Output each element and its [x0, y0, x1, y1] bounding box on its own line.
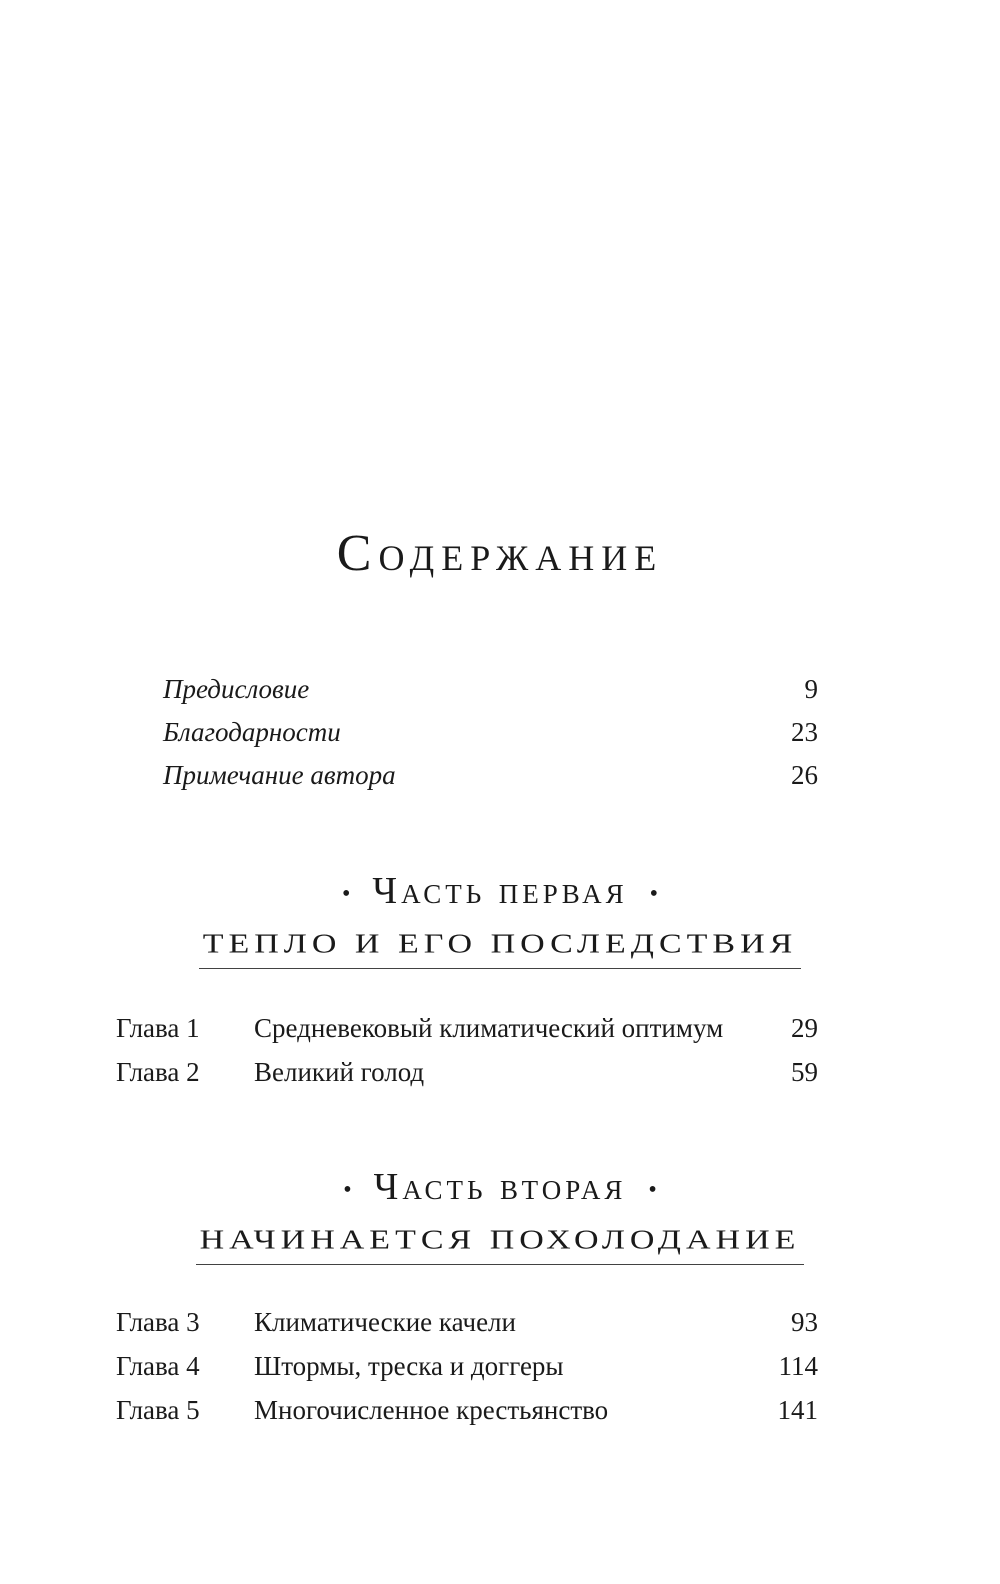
toc-entry-chapter-5[interactable]: [116, 1388, 818, 1432]
toc-entry-chapter-4[interactable]: [116, 1344, 818, 1388]
chapter-title: Многочисленное крестьянство: [254, 1395, 609, 1425]
chapter-title: Штормы, треска и доггеры: [254, 1351, 564, 1381]
chapter-title: Климатические качели: [254, 1307, 516, 1337]
toc-entry-chapter-2[interactable]: [116, 1050, 818, 1094]
chapter-number: Глава 5: [116, 1395, 200, 1425]
toc-entry-chapter-1[interactable]: [116, 1006, 818, 1050]
part-subtitle: НАЧИНАЕТСЯ ПОХОЛОДАНИЕ: [196, 1222, 805, 1265]
part-two-header: [0, 1162, 1000, 1265]
entry-page-number: 9: [804, 674, 818, 704]
chapter-page-number: 141: [777, 1395, 818, 1425]
front-matter-list: [163, 668, 818, 797]
chapter-page-number: 29: [791, 1013, 818, 1043]
part-heading: [0, 1162, 1000, 1212]
entry-page-number: 26: [791, 760, 818, 790]
bullet-icon: •: [648, 1177, 657, 1204]
bullet-icon: •: [342, 881, 351, 908]
page-title: Содержание: [336, 525, 664, 582]
part-one-header: [0, 866, 1000, 969]
part-one-chapter-list: [116, 1006, 818, 1094]
toc-entry-author-note[interactable]: [163, 754, 818, 797]
chapter-number: Глава 1: [116, 1013, 200, 1043]
part-subtitle: ТЕПЛО И ЕГО ПОСЛЕДСТВИЯ: [199, 926, 802, 969]
toc-entry-preface[interactable]: [163, 668, 818, 711]
entry-page-number: 23: [791, 717, 818, 747]
chapter-page-number: 114: [778, 1351, 818, 1381]
toc-entry-chapter-3[interactable]: [116, 1300, 818, 1344]
chapter-number: Глава 3: [116, 1307, 200, 1337]
part-heading: [0, 866, 1000, 916]
chapter-page-number: 93: [791, 1307, 818, 1337]
chapter-title: Великий голод: [254, 1057, 425, 1087]
entry-label: Благодарности: [163, 717, 341, 747]
chapter-number: Глава 2: [116, 1057, 200, 1087]
bullet-icon: •: [343, 1177, 352, 1204]
part-title: Часть первая: [372, 870, 628, 912]
toc-entry-acknowledgments[interactable]: [163, 711, 818, 754]
chapter-number: Глава 4: [116, 1351, 200, 1381]
entry-label: Примечание автора: [163, 760, 396, 790]
part-title: Часть вторая: [373, 1166, 627, 1208]
entry-label: Предисловие: [163, 674, 310, 704]
chapter-title: Средневековый климатический оптимум: [254, 1013, 724, 1043]
chapter-page-number: 59: [791, 1057, 818, 1087]
bullet-icon: •: [649, 881, 658, 908]
part-two-chapter-list: [116, 1300, 818, 1432]
